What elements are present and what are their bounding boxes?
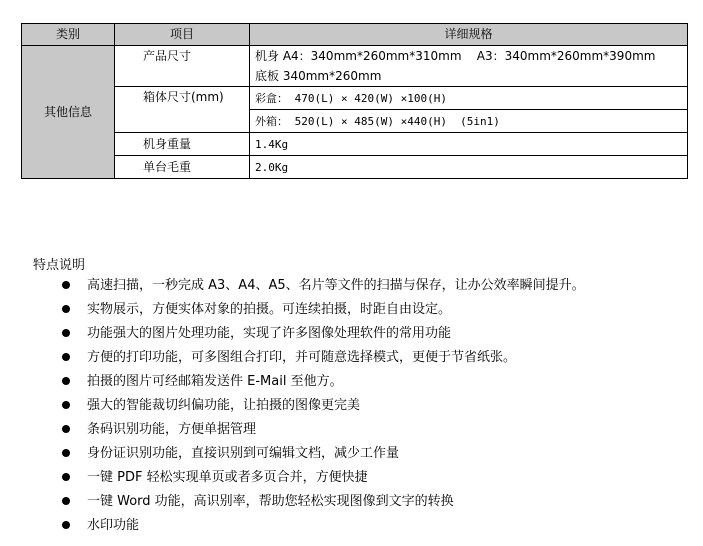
list-item: [33, 300, 693, 324]
features-section: [33, 256, 693, 540]
list-item: [33, 444, 693, 468]
table-row: [22, 46, 688, 87]
bullet-icon: [62, 329, 70, 337]
table-row: [22, 87, 688, 110]
item-cell: 产品尺寸: [115, 46, 250, 87]
bullet-icon: [62, 425, 70, 433]
list-item: [33, 396, 693, 420]
detail-cell: 外箱： 520(L) × 485(W) ×440(H) (5in1): [250, 110, 688, 133]
bullet-icon: [62, 497, 70, 505]
detail-line: 底板 340mm*260mm: [255, 69, 382, 83]
detail-cell: 1.4Kg: [250, 133, 688, 156]
bullet-icon: [62, 353, 70, 361]
table-header-row: [22, 24, 688, 46]
bullet-icon: [62, 305, 70, 313]
list-item: [33, 372, 693, 396]
detail-cell: 彩盒： 470(L) × 420(W) ×100(H): [250, 87, 688, 110]
feature-text: 功能强大的图片处理功能，实现了许多图像处理软件的常用功能: [87, 326, 452, 341]
header-item: 项目: [115, 24, 250, 46]
table-row: [22, 133, 688, 156]
item-cell: 箱体尺寸(mm): [115, 87, 250, 133]
table-row: [22, 156, 688, 179]
item-cell: 机身重量: [115, 133, 250, 156]
detail-cell: [250, 46, 688, 87]
list-item: [33, 420, 693, 444]
spec-table: [21, 23, 688, 179]
item-cell: 单台毛重: [115, 156, 250, 179]
feature-text: 条码识别功能，方便单据管理: [87, 422, 257, 437]
list-item: [33, 348, 693, 372]
features-title: 特点说明: [33, 258, 86, 273]
list-item: [33, 276, 693, 300]
bullet-icon: [62, 281, 70, 289]
header-detail: 详细规格: [250, 24, 688, 46]
header-category: 类别: [22, 24, 115, 46]
detail-cell: 2.0Kg: [250, 156, 688, 179]
bullet-icon: [62, 473, 70, 481]
detail-line: 机身 A4：340mm*260mm*310mm A3：340mm*260mm*390mm: [255, 49, 656, 63]
list-item: [33, 516, 693, 540]
feature-text: 强大的智能裁切纠偏功能，让拍摄的图像更完美: [87, 398, 361, 413]
feature-text: 一键 Word 功能，高识别率，帮助您轻松实现图像到文字的转换: [87, 494, 454, 509]
feature-text: 水印功能: [87, 518, 140, 533]
feature-text: 拍摄的图片可经邮箱发送件 E-Mail 至他方。: [87, 374, 343, 389]
feature-text: 实物展示，方便实体对象的拍摄。可连续拍摄，时距自由设定。: [87, 302, 452, 317]
feature-text: 一键 PDF 轻松实现单页或者多页合并，方便快捷: [87, 470, 368, 485]
list-item: [33, 468, 693, 492]
category-cell: 其他信息: [22, 46, 115, 179]
feature-text: 高速扫描，一秒完成 A3、A4、A5、名片等文件的扫描与保存，让办公效率瞬间提升。: [87, 278, 585, 293]
bullet-icon: [62, 377, 70, 385]
list-item: [33, 324, 693, 348]
bullet-icon: [62, 521, 70, 529]
bullet-icon: [62, 449, 70, 457]
feature-text: 身份证识别功能，直接识别到可编辑文档，减少工作量: [87, 446, 400, 461]
feature-text: 方便的打印功能，可多图组合打印，并可随意选择模式，更便于节省纸张。: [87, 350, 517, 365]
list-item: [33, 492, 693, 516]
bullet-icon: [62, 401, 70, 409]
features-list: [33, 276, 693, 540]
